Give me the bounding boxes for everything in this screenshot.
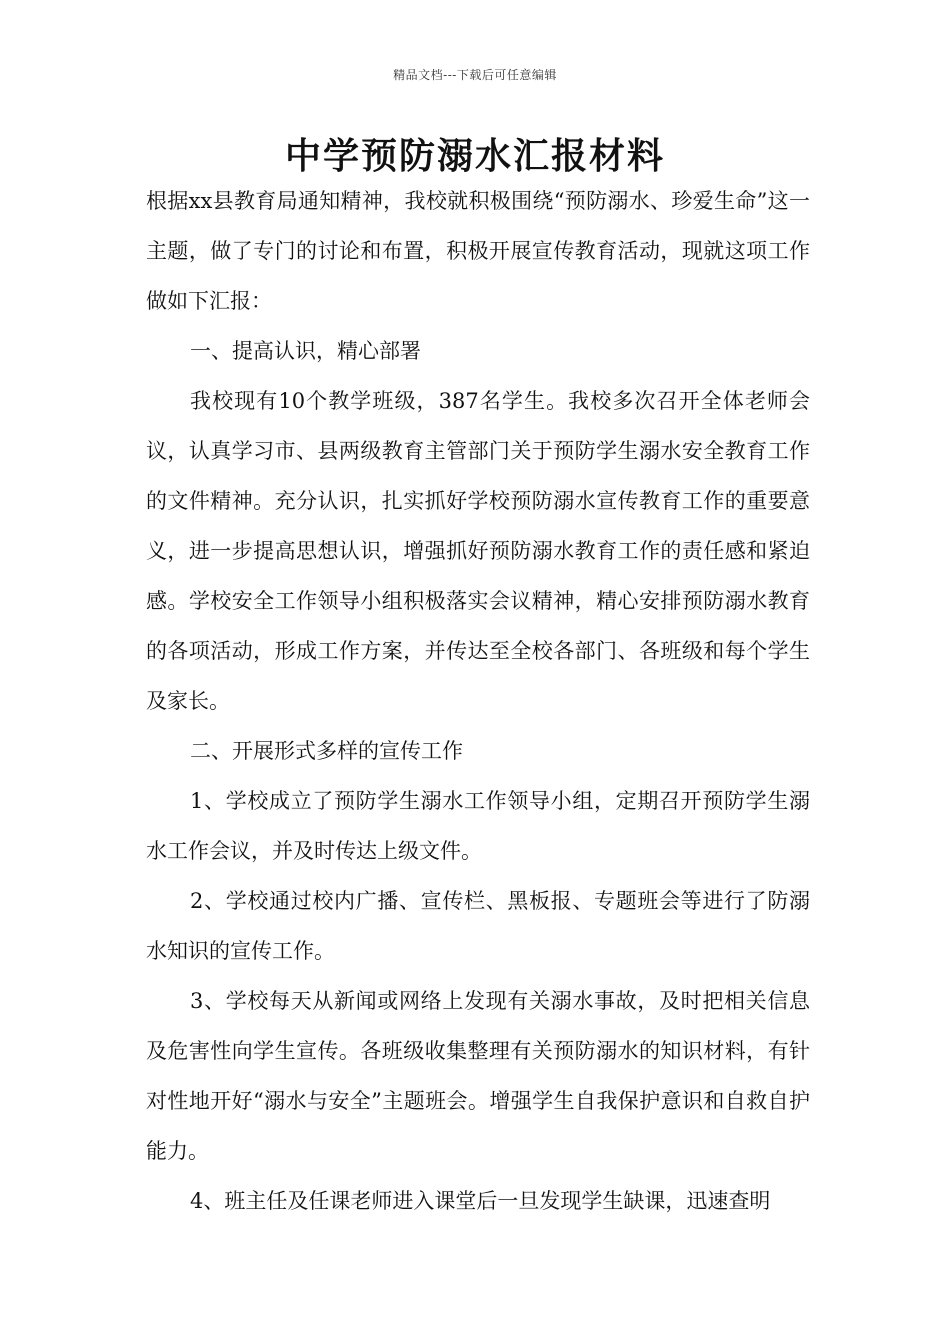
paragraph-section-1: 我校现有10个教学班级，387名学生。我校多次召开全体老师会议，认真学习市、县两级教育主管部门关于预防学生溺水安全教育工作的文件精神。充分认识，扎实抓好学校预防溺水宣传教育工作的重要意义，进一步提高思想认识，增强抓好预防溺水教育工作的责任感和紧迫感。学校安全工作领导小组积极落实会议精神，精心安排预防溺水教育的各项活动，形成工作方案，并传达至全校各部门、各班级和每个学生及家长。: [146, 389, 810, 713]
section-heading-1: 一、提高认识，精心部署: [190, 339, 421, 363]
document-title: 中学预防溺水汇报材料: [284, 135, 665, 177]
list-item-4: 4、班主任及任课老师进入课堂后一旦发现学生缺课，迅速查明: [190, 1189, 771, 1213]
header-note: 精品文档---下载后可任意编辑: [393, 68, 557, 82]
paragraph-intro: 根据xx县教育局通知精神，我校就积极围绕“预防溺水、珍爱生命”这一主题，做了专门的讨论和布置，积极开展宣传教育活动，现就这项工作做如下汇报：: [146, 189, 810, 313]
document-body: [146, 176, 810, 1226]
section-heading-2: 二、开展形式多样的宣传工作: [190, 739, 463, 763]
list-item-3: 3、学校每天从新闻或网络上发现有关溺水事故，及时把相关信息及危害性向学生宣传。各班级收集整理有关预防溺水的知识材料，有针对性地开好“溺水与安全”主题班会。增强学生自我保护意识和自救自护能力。: [146, 989, 810, 1163]
list-item-1: 1、学校成立了预防学生溺水工作领导小组，定期召开预防学生溺水工作会议，并及时传达上级文件。: [146, 789, 810, 863]
list-item-2: 2、学校通过校内广播、宣传栏、黑板报、专题班会等进行了防溺水知识的宣传工作。: [146, 889, 810, 963]
